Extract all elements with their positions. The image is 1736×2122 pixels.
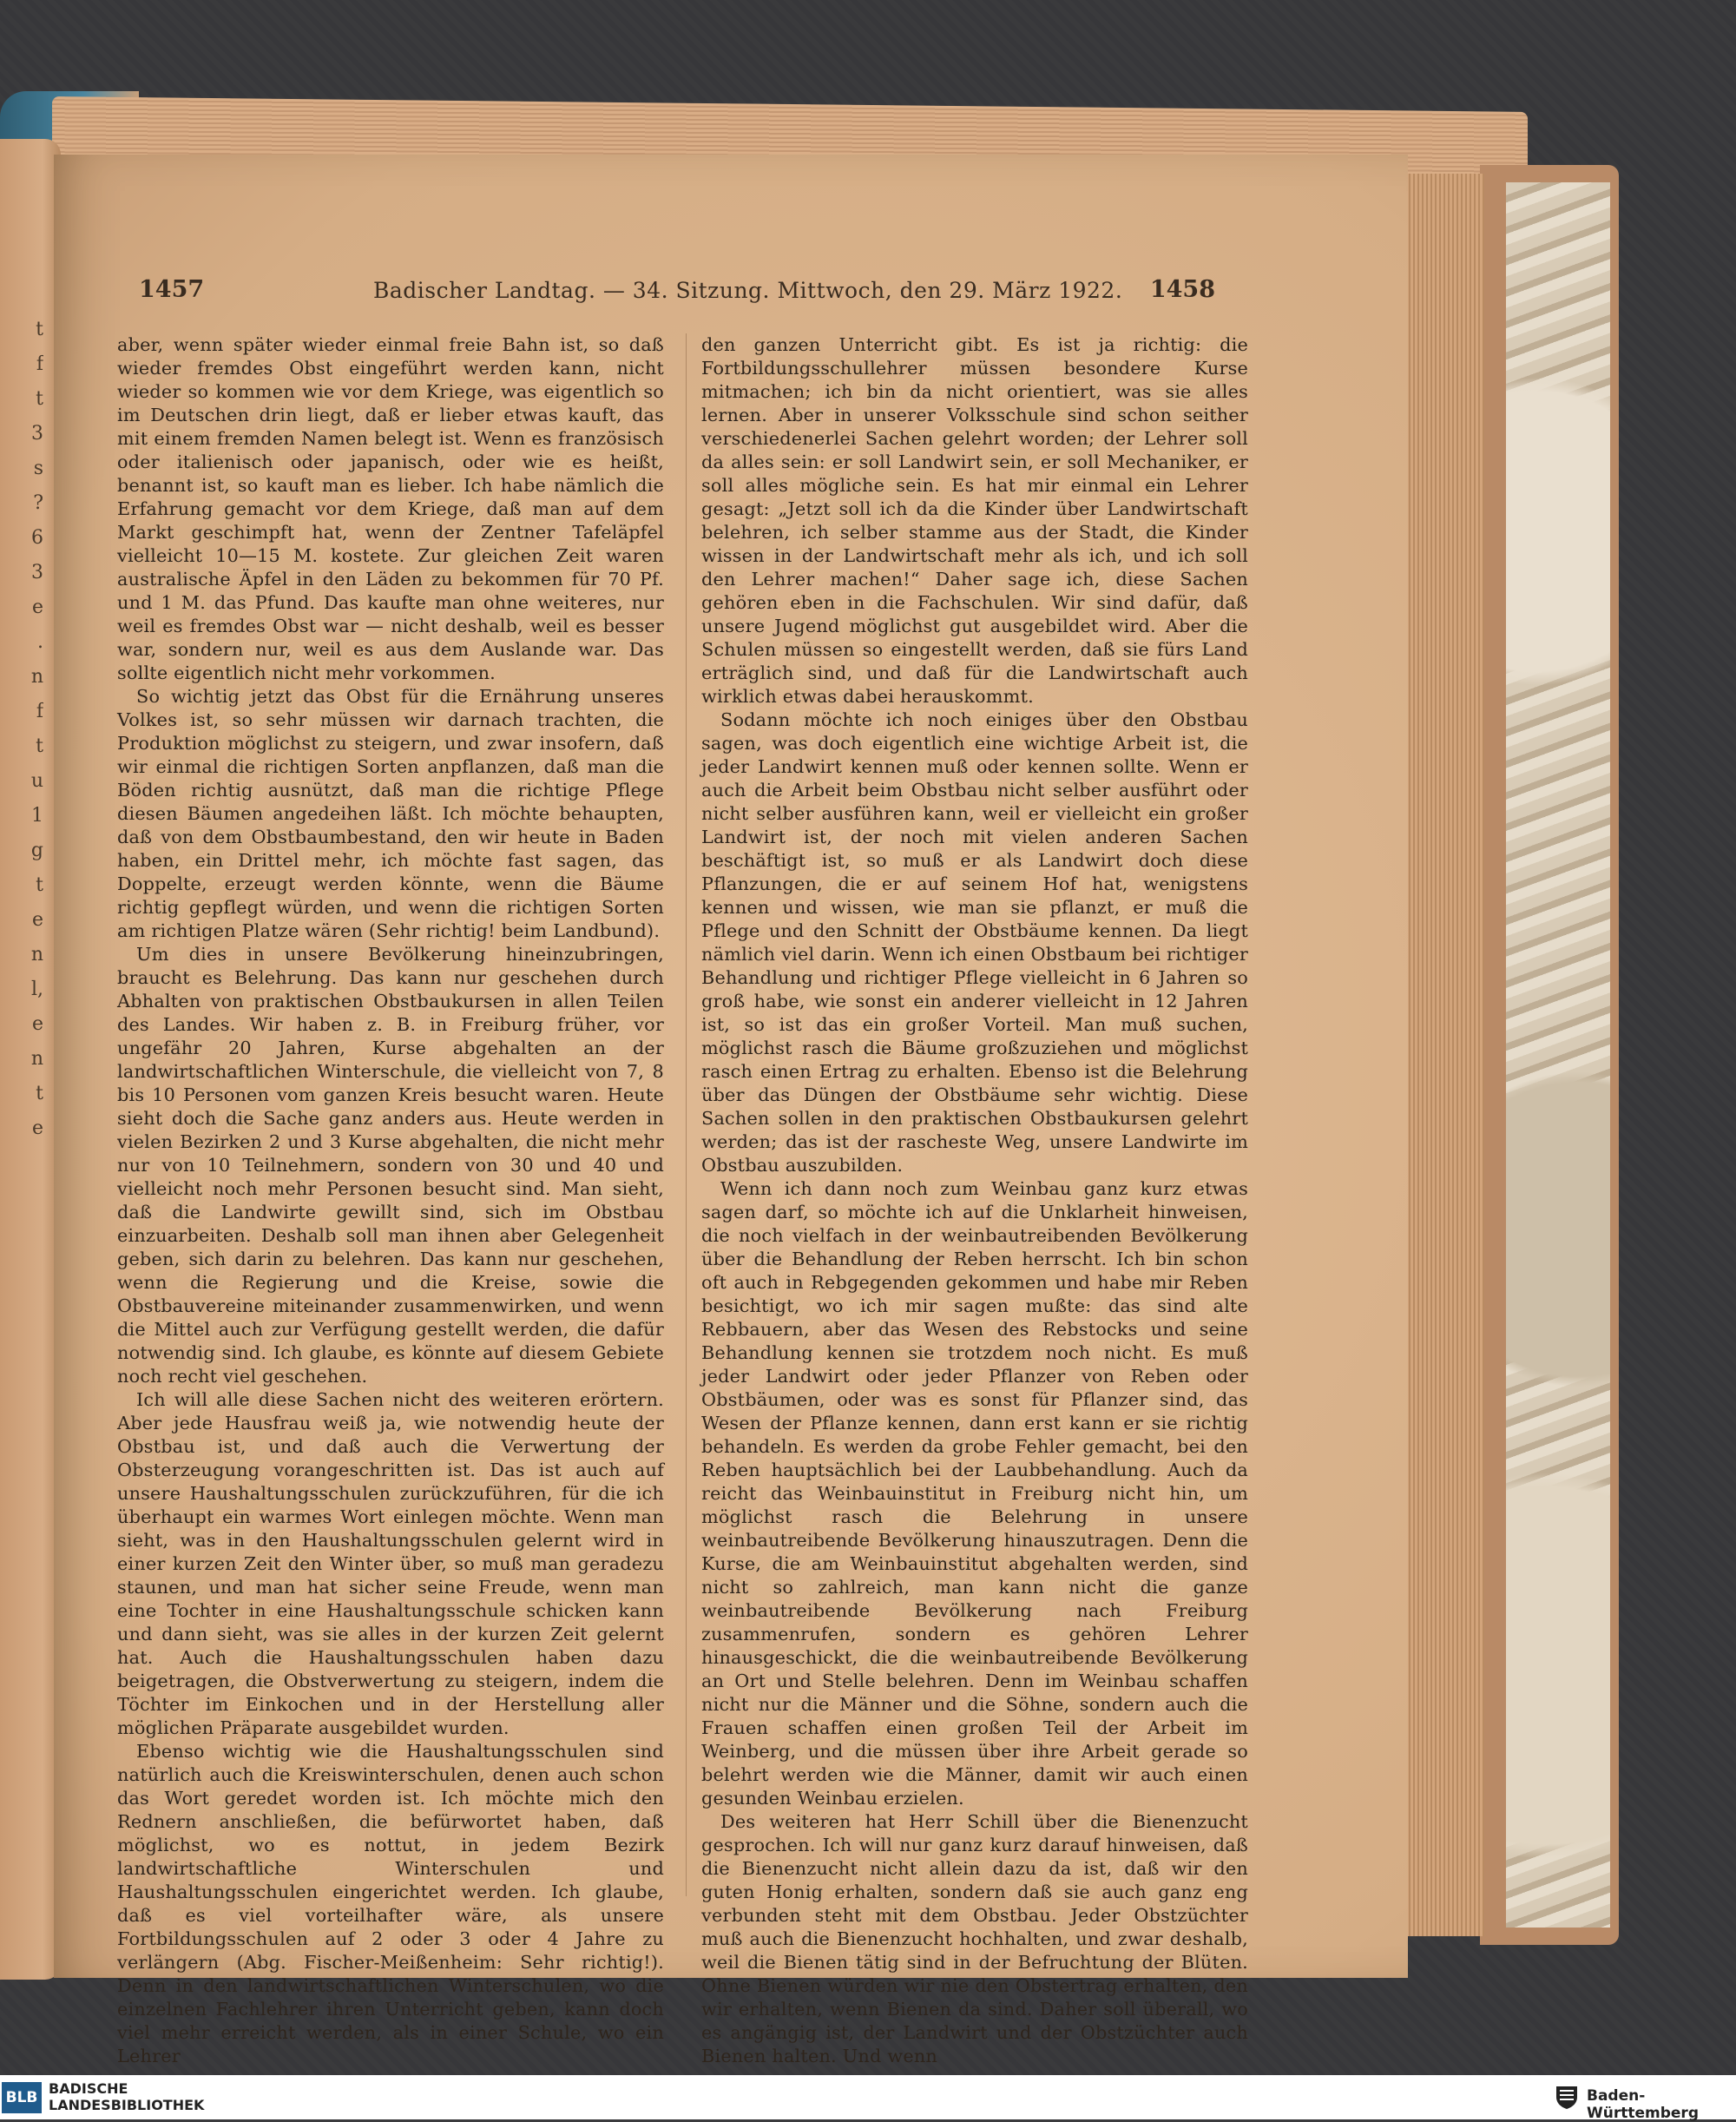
paragraph: Um dies in unsere Bevölkerung hineinzubringen, braucht es Belehrung. Das kann nur geschehen durch Abhalten von praktischen Obstbaukursen in allen Teilen des Landes. Wir haben z. B. in Freiburg früher, vor ungefähr 20 Jahren, Kurse abgehalten an der landwirtschaftlichen Winterschule, die vielleicht von 7, 8 bis 10 Personen vom ganzen Kreis besucht waren. Heute sieht doch die Sache ganz anders aus. Heute werden in vielen Bezirken 2 und 3 Kurse abgehalten, die nicht mehr nur von 10 Teilnehmern, sondern von 30 und 40 und vielleicht noch mehr Personen besucht sind. Man sieht, daß die Landwirte gewillt sind, sich im Obstbau einzuarbeiten. Deshalb soll man ihnen aber Gelegenheit geben, sich darin zu belehren. Das kann nur geschehen, wenn die Regierung und die Kreise, sowie die Obstbauvereine miteinander zusammenwirken, und wenn die Mittel auch zur Verfügung gestellt werden, die dafür notwendig sind. Ich glaube, es könnte auf diesem Gebiete noch recht viel geschehen.	[117, 944, 664, 1387]
marbled-edge	[1506, 182, 1610, 1928]
paragraph: Ebenso wichtig wie die Haushaltungsschulen sind natürlich auch die Kreiswinterschulen, denen auch schon das Wort geredet worden ist. Ich möchte mich den Rednern anschließen, die befürwortet haben, daß möglichst, wo es nottut, in jedem Bezirk landwirtschaftliche Winterschulen und Haushaltungsschulen eingerichtet werden. Ich glaube, daß es viel vorteilhafter wäre, als unsere Fortbildungsschulen auf 2 oder 3 oder 4 Jahre zu verlängern (Abg. Fischer-Meißenheim: Sehr richtig!). Denn in den landwirtschaftlichen Winterschulen, wo die einzelnen Fachlehrer ihren Unterricht geben, kann doch viel mehr erreicht werden, als in einer Schule, wo ein Lehrer	[117, 1741, 664, 2066]
left-page-edge	[0, 139, 61, 1980]
footer-bar	[0, 2075, 1736, 2122]
paragraph: Ich will alle diese Sachen nicht des weiteren erörtern. Aber jede Hausfrau weiß ja, wie notwendig heute der Obstbau ist, und daß auch die Verwertung der Obsterzeugung vorangeschritten ist. Das ist auch auf unsere Haushaltungsschulen zurückzuführen, für die ich überhaupt ein warmes Wort einlegen möchte. Wenn man sieht, was in den Haushaltungsschulen gelernt wird in einer kurzen Zeit den Winter über, so muß man geradezu staunen, und man hat sicher seine Freude, wenn man eine Tochter in eine Haushaltungsschule schicken kann und dann sieht, was sie alles in der kurzen Zeit gelernt hat. Auch die Haushaltungsschulen haben dazu beigetragen, die Obstverwertung zu steigern, indem die Töchter im Einkochen und in der Herstellung aller möglichen Präparate ausgebildet wurden.	[117, 1389, 664, 1738]
column-divider	[686, 333, 687, 1896]
page-number-right: 1458	[1149, 276, 1215, 303]
paragraph: Sodann möchte ich noch einiges über den Obstbau sagen, was doch eigentlich eine wichtige Arbeit ist, die jeder Landwirt kennen muß oder kennen sollte. Wenn er auch die Arbeit beim Obstbau nicht selber ausführt oder nicht selber ausführen kann, weil er vielleicht ein großer Landwirt ist, der noch mit vielen anderen Sachen beschäftigt ist, so muß er als Landwirt doch diese Pflanzungen, die er auf seinem Hof hat, wenigstens kennen und wissen, wie man sie pflanzt, er muß die Pflege und den Schnitt der Obstbäume kennen. Da liegt nämlich viel darin. Wenn ich einen Obstbaum bei richtiger Behandlung und richtiger Pflege vielleicht in 6 Jahren so groß habe, wie sonst ein anderer vielleicht in 12 Jahren ist, so ist das ein großer Vorteil. Man muß suchen, möglichst rasch die Bäume großzuziehen und möglichst rasch einen Ertrag zu erhalten. Ebenso ist die Belehrung über das Düngen der Obstbäume sehr wichtig. Diese Sachen sollen in den praktischen Obstbaukursen gelehrt werden; das ist der rascheste Weg, unsere Landwirte im Obstbau auszubilden.	[701, 709, 1248, 1176]
running-head: Badischer Landtag. — 34. Sitzung. Mittwoch, den 29. März 1922.	[373, 278, 1123, 303]
paragraph: den ganzen Unterricht gibt. Es ist ja richtig: die Fortbildungsschullehrer müssen besondere Kurse mitmachen; ich bin da nicht orientiert, was sie alles lernen. Aber in unserer Volksschule sind schon seither verschiedenerlei Sachen gelehrt worden; der Lehrer soll da alles sein: er soll Landwirt sein, er soll Mechaniker, er soll alles mögliche sein. Es hat mir einmal ein Lehrer gesagt: „Jetzt soll ich da die Kinder über Landwirtschaft belehren, ich selber stamme aus der Stadt, die Kinder wissen in der Landwirtschaft mehr als ich, und ich soll den Lehrer machen!“ Daher sage ich, diese Sachen gehören eben in die Fachschulen. Wir sind dafür, daß unsere Jugend möglichst gut ausgebildet wird. Aber die Schulen müssen so eingestellt werden, daß sie fürs Land erträglich sind, und daß für die Landwirtschaft auch wirklich etwas dabei herauskommt.	[701, 334, 1248, 707]
library-name[interactable]	[49, 2080, 204, 2113]
paragraph: So wichtig jetzt das Obst für die Ernährung unseres Volkes ist, so sehr müssen wir darnach trachten, die Produktion möglichst zu steigern, und zwar insofern, daß wir einmal die richtigen Sorten anpflanzen, daß man die Böden richtig ausnützt, daß man die richtige Pflege diesen Bäumen angedeihen läßt. Ich möchte behaupten, daß von dem Obstbaumbestand, den wir heute in Baden haben, ein Drittel mehr, ich möchte fast sagen, das Doppelte, erzeugt werden könnte, wenn die Bäume richtig gepflegt würden, und wenn die richtigen Sorten am richtigen Platze wären (Sehr richtig! beim Landbund).	[117, 686, 664, 941]
paragraph: Wenn ich dann noch zum Weinbau ganz kurz etwas sagen darf, so möchte ich auf die Unklarheit hinweisen, die noch vielfach in der weinbautreibenden Bevölkerung über die Behandlung der Reben herrscht. Ich bin schon oft auch in Rebgegenden gekommen und habe mir Reben besichtigt, wo ich mir sagen mußte: das sind alte Rebbauern, aber das Wesen des Rebstocks und seine Behandlung kennen sie trotzdem noch nicht. Es muß jeder Landwirt oder jeder Pflanzer von Reben oder Obstbäumen, oder was es sonst für Pflanzer sind, das Wesen der Pflanze kennen, dann erst kann er sie richtig behandeln. Es werden da grobe Fehler gemacht, bei den Reben hauptsächlich bei der Laubbehandlung. Auch da reicht das Weinbauinstitut in Freiburg nicht hin, um möglichst rasch die Belehrung in unsere weinbautreibende Bevölkerung hinauszutragen. Denn die Kurse, die am Weinbauinstitut abgehalten werden, sind nicht so zahlreich, man kann nicht die ganze weinbautreibende Bevölkerung nach Freiburg zusammenrufen, sondern es gehören Lehrer hinausgeschickt, die die weinbautreibende Bevölkerung an Ort und Stelle belehren. Denn im Weinbau schaffen nicht nur die Männer und die Söhne, sondern auch die Frauen schaffen einen großen Teil der Arbeit im Weinberg, und die müssen über ihre Arbeit gerade so belehrt werden wie die Männer, damit wir auch einen gesunden Weinbau erzielen.	[701, 1178, 1248, 1809]
paragraph: Des weiteren hat Herr Schill über die Bienenzucht gesprochen. Ich will nur ganz kurz darauf hinweisen, daß die Bienenzucht nicht allein dazu da ist, daß wir den guten Honig erhalten, sondern daß sie auch ganz eng verbunden steht mit dem Obstbau. Jeder Obstzüchter muß auch die Bienenzucht hochhalten, und zwar deshalb, weil die Bienen tätig sind in der Befruchtung der Blüten. Ohne Bienen würden wir nie den Obstertrag erhalten, den wir erhalten, wenn Bienen da sind. Daher soll überall, wo es angängig ist, der Landwirt und der Obstzüchter auch Bienen halten. Und wenn	[701, 1811, 1248, 2066]
library-name-line1: BADISCHE	[49, 2080, 128, 2097]
text-column-left	[117, 333, 664, 2068]
paragraph: aber, wenn später wieder einmal freie Bahn ist, so daß wieder fremdes Obst eingeführt werden kann, nicht wieder so kommen wie vor dem Kriege, was eigentlich so im Deutschen drin liegt, daß er lieber etwas kauft, das mit einem fremden Namen belegt ist. Wenn es französisch oder italienisch oder japanisch, oder wie es heißt, benannt ist, so kauft man es lieber. Ich habe nämlich die Erfahrung gemacht vor dem Kriege, daß man auf dem Markt geschimpft hat, wenn der Zentner Tafeläpfel vielleicht 10—15 M. kostete. Zur gleichen Zeit waren australische Äpfel in den Läden zu bekommen für 70 Pf. und 1 M. das Pfund. Das kaufte man ohne weiteres, nur weil es fremdes Obst war — nicht deshalb, weil es besser war, sondern nur, weil es aus dem Auslande war. Das sollte eigentlich nicht mehr vorkommen.	[117, 334, 664, 683]
coat-of-arms-icon	[1554, 2083, 1580, 2111]
left-page-margin-text: t f t 3 s ? 6 3 e . n f t u 1 g t e n l, e n t e	[30, 319, 43, 1139]
text-column-right	[701, 333, 1248, 2068]
state-name[interactable]: Baden-Württemberg	[1587, 2087, 1699, 2122]
page-header	[139, 276, 1215, 311]
blb-logo[interactable]: BLB	[2, 2082, 42, 2113]
page-number-left: 1457	[139, 276, 205, 303]
library-name-line2: LANDESBIBLIOTHEK	[49, 2097, 205, 2113]
